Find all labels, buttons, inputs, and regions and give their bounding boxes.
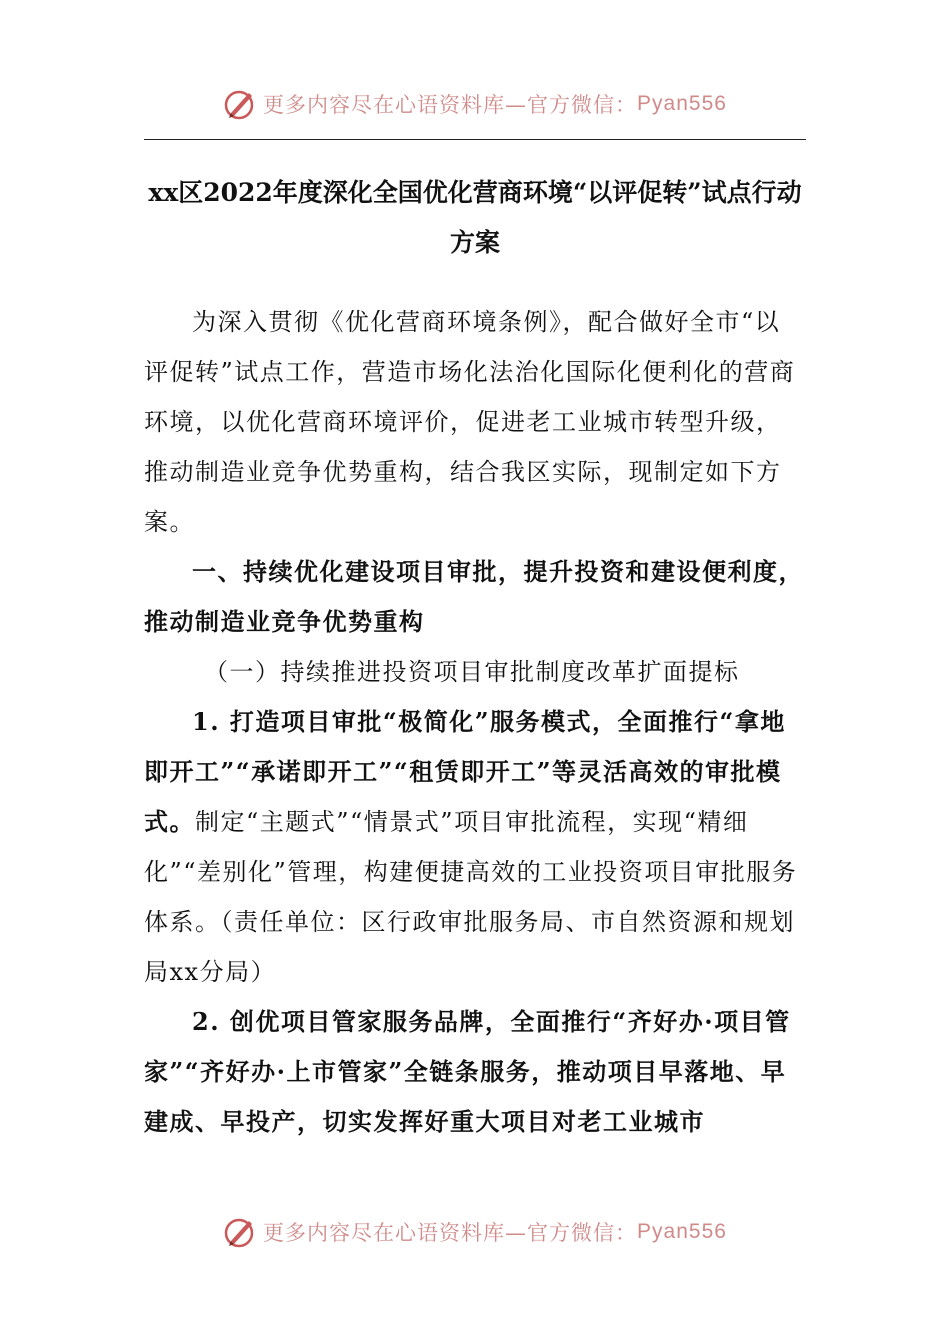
intro-paragraph: 为深入贯彻《优化营商环境条例》，配合做好全市“以评促转”试点工作，营造市场化法治化国际化便利化的营商环境，以优化营商环境评价，促进老工业城市转型升级，推动制造业竞争优势重构，结合我区实际，现制定如下方案。 <box>144 308 796 536</box>
watermark-text: 更多内容尽在心语资料库—官方微信： <box>263 1221 638 1245</box>
document-title: xx区2022年度深化全国优化营商环境“以评促转”试点行动方案 <box>148 178 802 257</box>
watermark-wechat-id: Pyan556 <box>637 92 727 115</box>
subsection-heading: （一）持续推进投资项目审批制度改革扩面提标 <box>204 658 740 686</box>
item-1-lead: 1. 打造项目审批“极简化”服务模式，全面推行“拿地即开工”“承诺即开工”“租赁即开工”等灵活高效的审批模式。 <box>144 707 786 836</box>
pen-logo-icon <box>223 87 257 121</box>
list-item <box>144 697 804 997</box>
document-body <box>144 297 804 1147</box>
watermark-header <box>0 84 950 124</box>
watermark-wechat-id: Pyan556 <box>637 1220 727 1243</box>
section-heading: 一、持续优化建设项目审批，提升投资和建设便利度，推动制造业竞争优势重构 <box>144 557 804 636</box>
list-item: 2. 创优项目管家服务品牌，全面推行“齐好办·项目管家”“齐好办·上市管家”全链条服务，推动项目早落地、早建成、早投产，切实发挥好重大项目对老工业城市 <box>144 1007 791 1136</box>
pen-logo-icon <box>223 1215 257 1249</box>
header-divider <box>144 139 806 140</box>
watermark-footer <box>0 1212 950 1252</box>
item-1-body: 制定“主题式”“情景式”项目审批流程，实现“精细化”“差别化”管理，构建便捷高效的工业投资项目审批服务体系。（责任单位：区行政审批服务局、市自然资源和规划局xx分局） <box>144 808 798 986</box>
watermark-text: 更多内容尽在心语资料库—官方微信： <box>263 93 638 117</box>
